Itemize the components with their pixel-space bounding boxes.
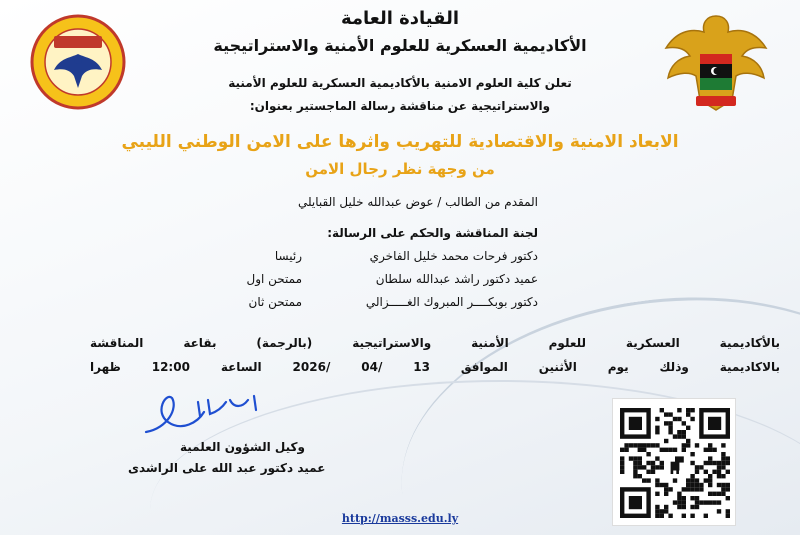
announcement-line-1: تعلن كلية العلوم الامنية بالأكاديمية العسكرية للعلوم الأمنية — [228, 76, 572, 90]
thesis-title-line-1: الابعاد الامنية والاقتصادية للتهريب واثرها على الامن الوطني الليبي — [121, 132, 679, 152]
header-title: القيادة العامة — [340, 8, 460, 29]
academy-name: الأكاديمية العسكرية للعلوم الأمنية والاستراتيجية — [213, 36, 587, 55]
student-name: المقدم من الطالب / عوض عبدالله خليل القبايلي — [297, 195, 538, 209]
website-link[interactable]: http://masss.edu.ly — [341, 512, 459, 525]
signatory-title: وكيل الشؤون العلمية — [180, 440, 305, 454]
committee-title: لجنة المناقشة والحكم على الرسالة: — [327, 226, 538, 240]
qr-code-icon — [613, 399, 737, 527]
committee-member-name: دكتور بوبكــــر المبروك الغـــــزالي — [365, 295, 538, 309]
signatory-name: عميد دكتور عبد الله على الراشدى — [128, 461, 326, 475]
venue-line-2: بالاكاديمية وذلك يوم الأثنين الموافق 13 /04 /2026 الساعة 12:00 ظهرا — [90, 360, 781, 374]
committee-member-role: ممتحن ثان — [248, 295, 302, 309]
committee-member-name: دكتور فرحات محمد خليل الفاخري — [369, 249, 538, 263]
signature-icon — [138, 388, 268, 440]
thesis-title-line-2: من وجهة نظر رجال الامن — [305, 160, 495, 178]
committee-member-name: عميد دكتور راشد عبدالله سلطان — [375, 272, 538, 286]
committee-member-role: رئيسا — [274, 249, 302, 263]
venue-line-1: بالأكاديمية العسكرية للعلوم الأمنية والاستراتيجية (بالرجمة) بقاعة المناقشة — [90, 336, 780, 350]
qr-code — [612, 398, 736, 526]
committee-member-role: ممتحن اول — [246, 272, 302, 286]
announcement-line-2: والاستراتيجية عن مناقشة رسالة الماجستير بعنوان: — [249, 99, 551, 113]
